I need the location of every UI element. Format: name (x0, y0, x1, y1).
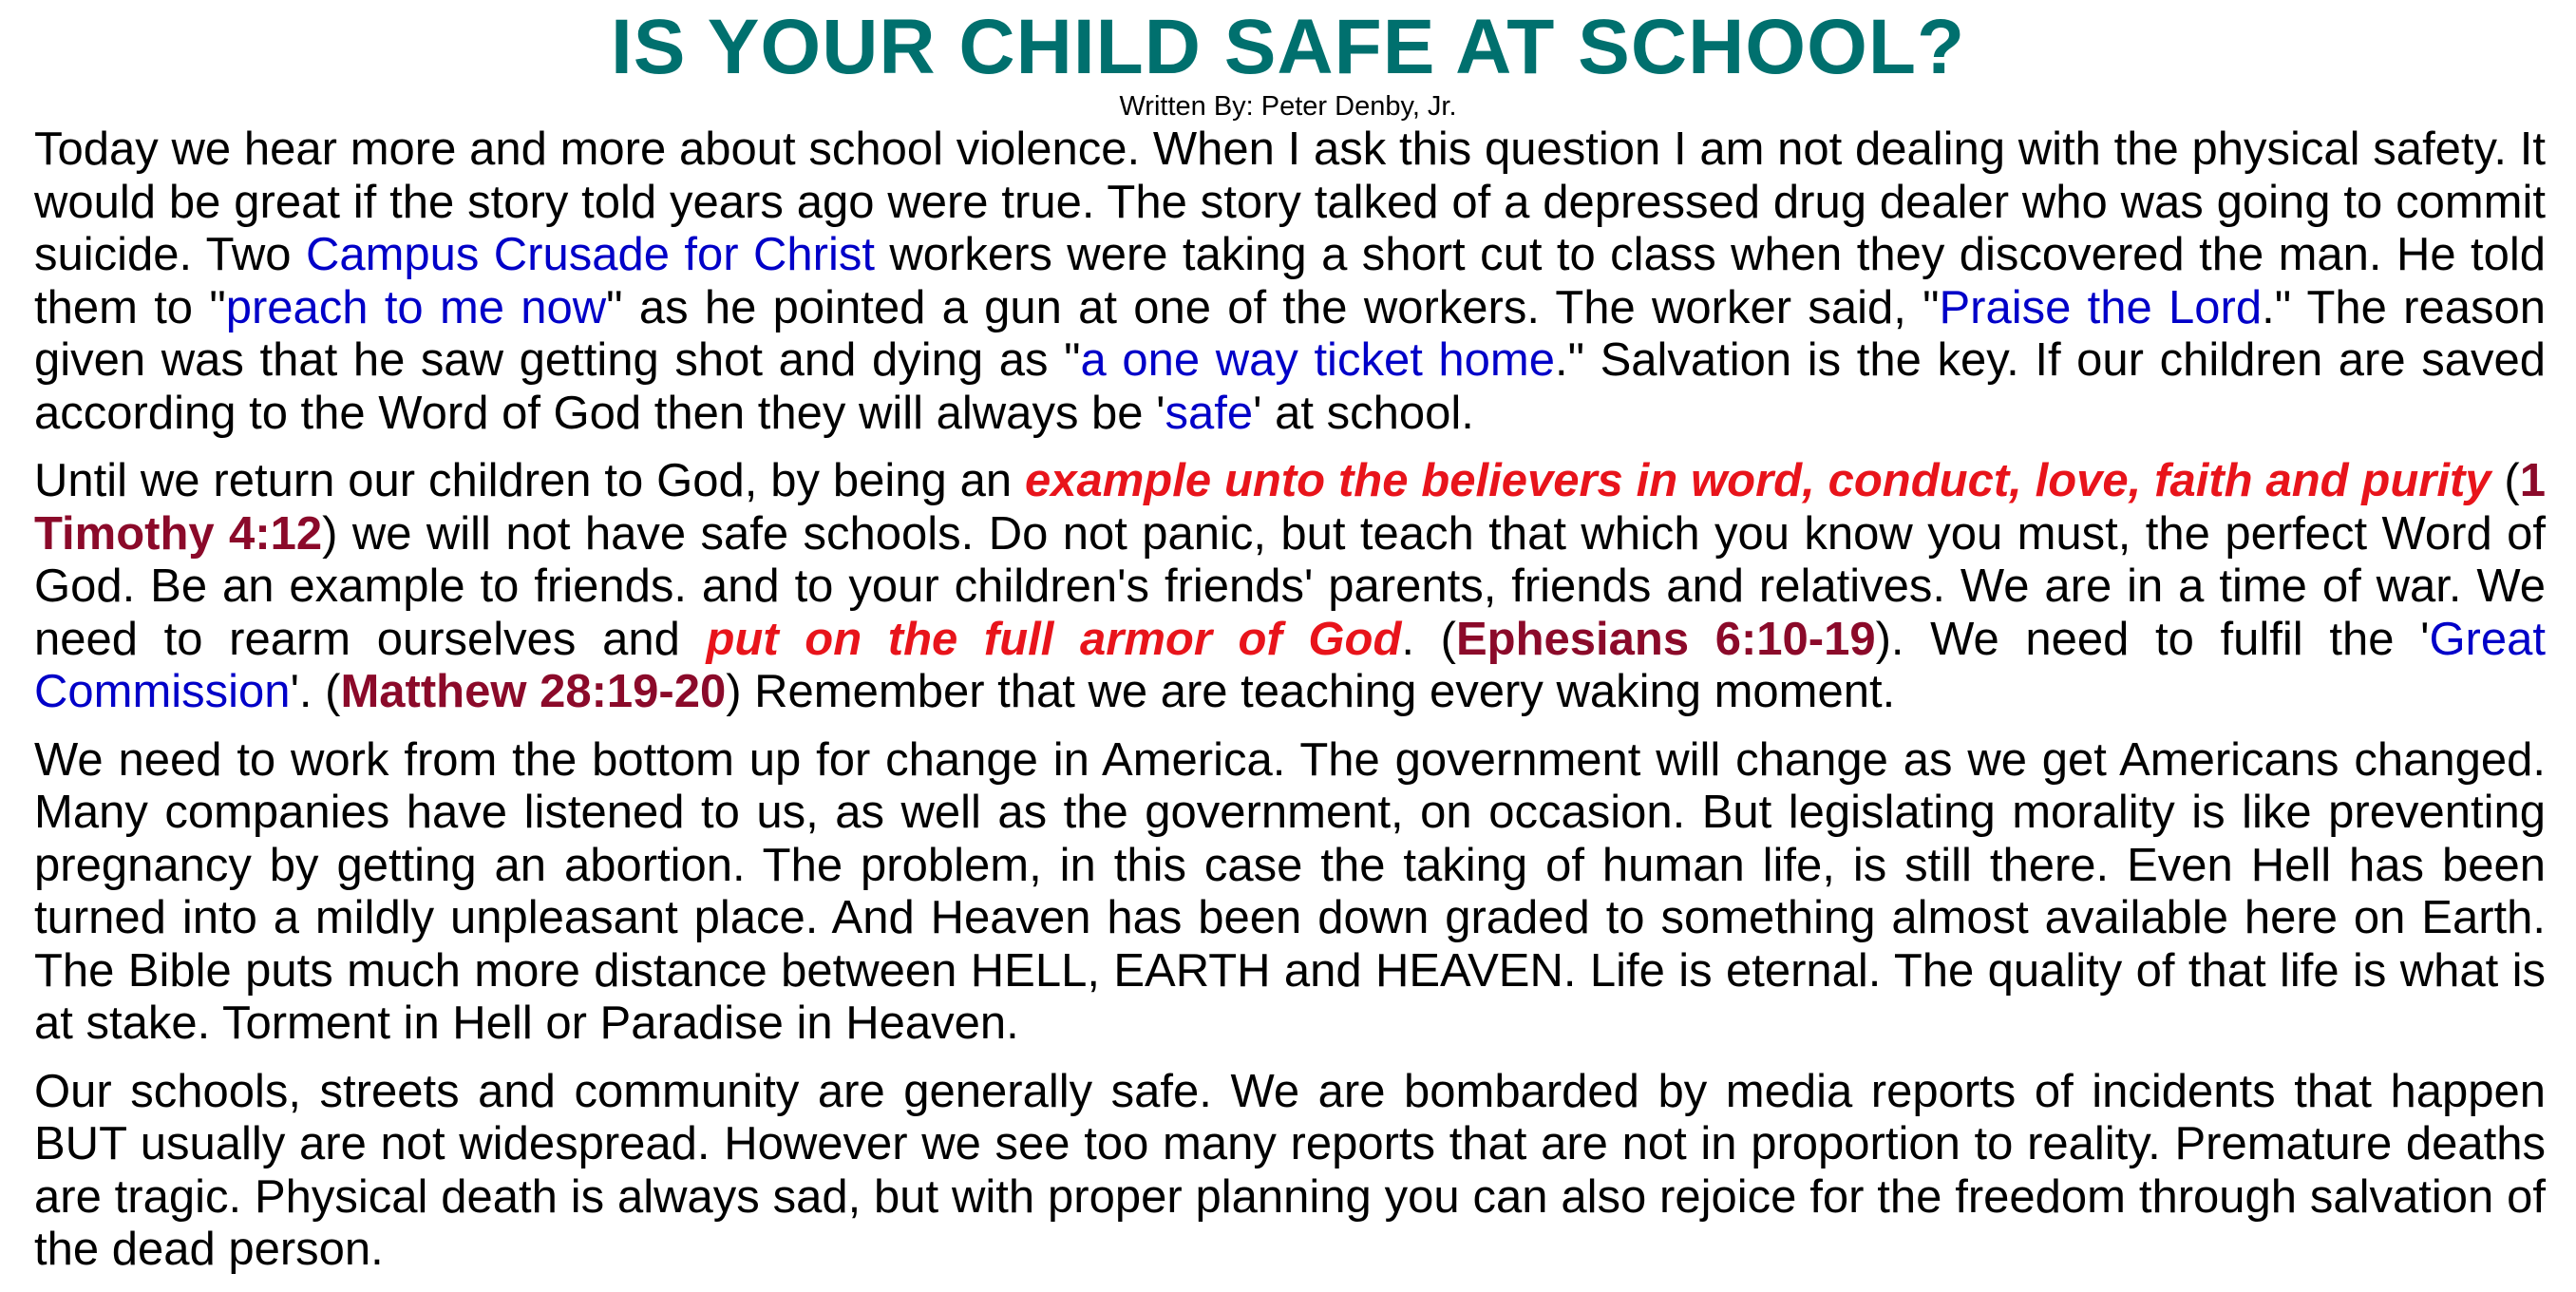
link-one-way-ticket-home[interactable]: a one way ticket home (1080, 334, 1555, 386)
scripture-quote-example: example unto the believers in word, conduct, love, faith and purity (1024, 455, 2491, 506)
text-segment: Today we hear more and more about school violence. When I ask this question I am not dealing with the physical safety. It would be great if the story told years ago were true. The story talked of a depressed drug dealer who was going to commit suicide. Two (34, 124, 2546, 280)
scripture-quote-armor: put on the full armor of God (706, 613, 1402, 665)
link-preach-to-me-now[interactable]: preach to me now (225, 281, 607, 333)
link-great-commission[interactable]: Great Commission (34, 613, 2546, 717)
text-segment: '. ( (290, 666, 341, 717)
text-segment: " as he pointed a gun at one of the workers. The worker said, " (606, 281, 1940, 333)
text-segment: workers were taking a short cut to class when they discovered the man. He told them to " (34, 229, 2546, 333)
text-segment: Until we return our children to God, by being an (34, 455, 1025, 506)
author-byline: Written By: Peter Denby, Jr. (1119, 91, 1457, 122)
paragraph-3: We need to work from the bottom up for change in America. The government will change as we get Americans changed. Many companies have listened to us, as well as the government, on occasion. But legislating morality is like preventing pregnancy by getting an abortion. The problem, in this case the taking of human life, is still there. Even Hell has been turned into a mildly unpleasant place. And Heaven has been down graded to something almost available here on Earth. The Bible puts much more distance between HELL, EARTH and HEAVEN. Life is eternal. The quality of that life is what is at stake. Torment in Hell or Paradise in Heaven. (34, 733, 2546, 1049)
text-segment: ). We need to fulfil the ' (1875, 613, 2430, 665)
text-segment: ( (2491, 455, 2520, 506)
reference-1-timothy[interactable]: 1 Timothy 4:12 (34, 455, 2546, 560)
article-body (34, 124, 2546, 1292)
reference-ephesians[interactable]: Ephesians 6:10-19 (1455, 613, 1876, 665)
text-segment: ) we will not have safe schools. Do not panic, but teach that which you know you must, the perfect Word of God. Be an example to friends. and to your children's friends' parents, friends and relatives. We are in a time of war. We need to rearm ourselves and (34, 507, 2546, 665)
paragraph-2 (34, 455, 2546, 719)
text-segment: ) Remember that we are teaching every waking moment. (726, 666, 1896, 717)
text-segment: ." The reason given was that he saw getting shot and dying as " (34, 281, 2547, 386)
text-segment: . ( (1401, 613, 1456, 665)
link-safe[interactable]: safe (1165, 387, 1254, 439)
page-title: IS YOUR CHILD SAFE AT SCHOOL? (610, 4, 1966, 90)
link-praise-the-lord[interactable]: Praise the Lord (1939, 281, 2263, 333)
paragraph-1 (34, 124, 2546, 440)
paragraph-4: Our schools, streets and community are generally safe. We are bombarded by media reports of incidents that happen BUT usually are not widespread. However we see too many reports that are not in proportion to reality. Premature deaths are tragic. Physical death is always sad, but with proper planning you can also rejoice for the freedom through salvation of the dead person. (34, 1065, 2546, 1275)
reference-matthew[interactable]: Matthew 28:19-20 (340, 666, 727, 717)
text-segment: ' at school. (1253, 387, 1474, 439)
text-segment: ." Salvation is the key. If our children are saved according to the Word of God then they will always be ' (34, 334, 2546, 439)
link-campus-crusade[interactable]: Campus Crusade for Christ (305, 229, 875, 280)
